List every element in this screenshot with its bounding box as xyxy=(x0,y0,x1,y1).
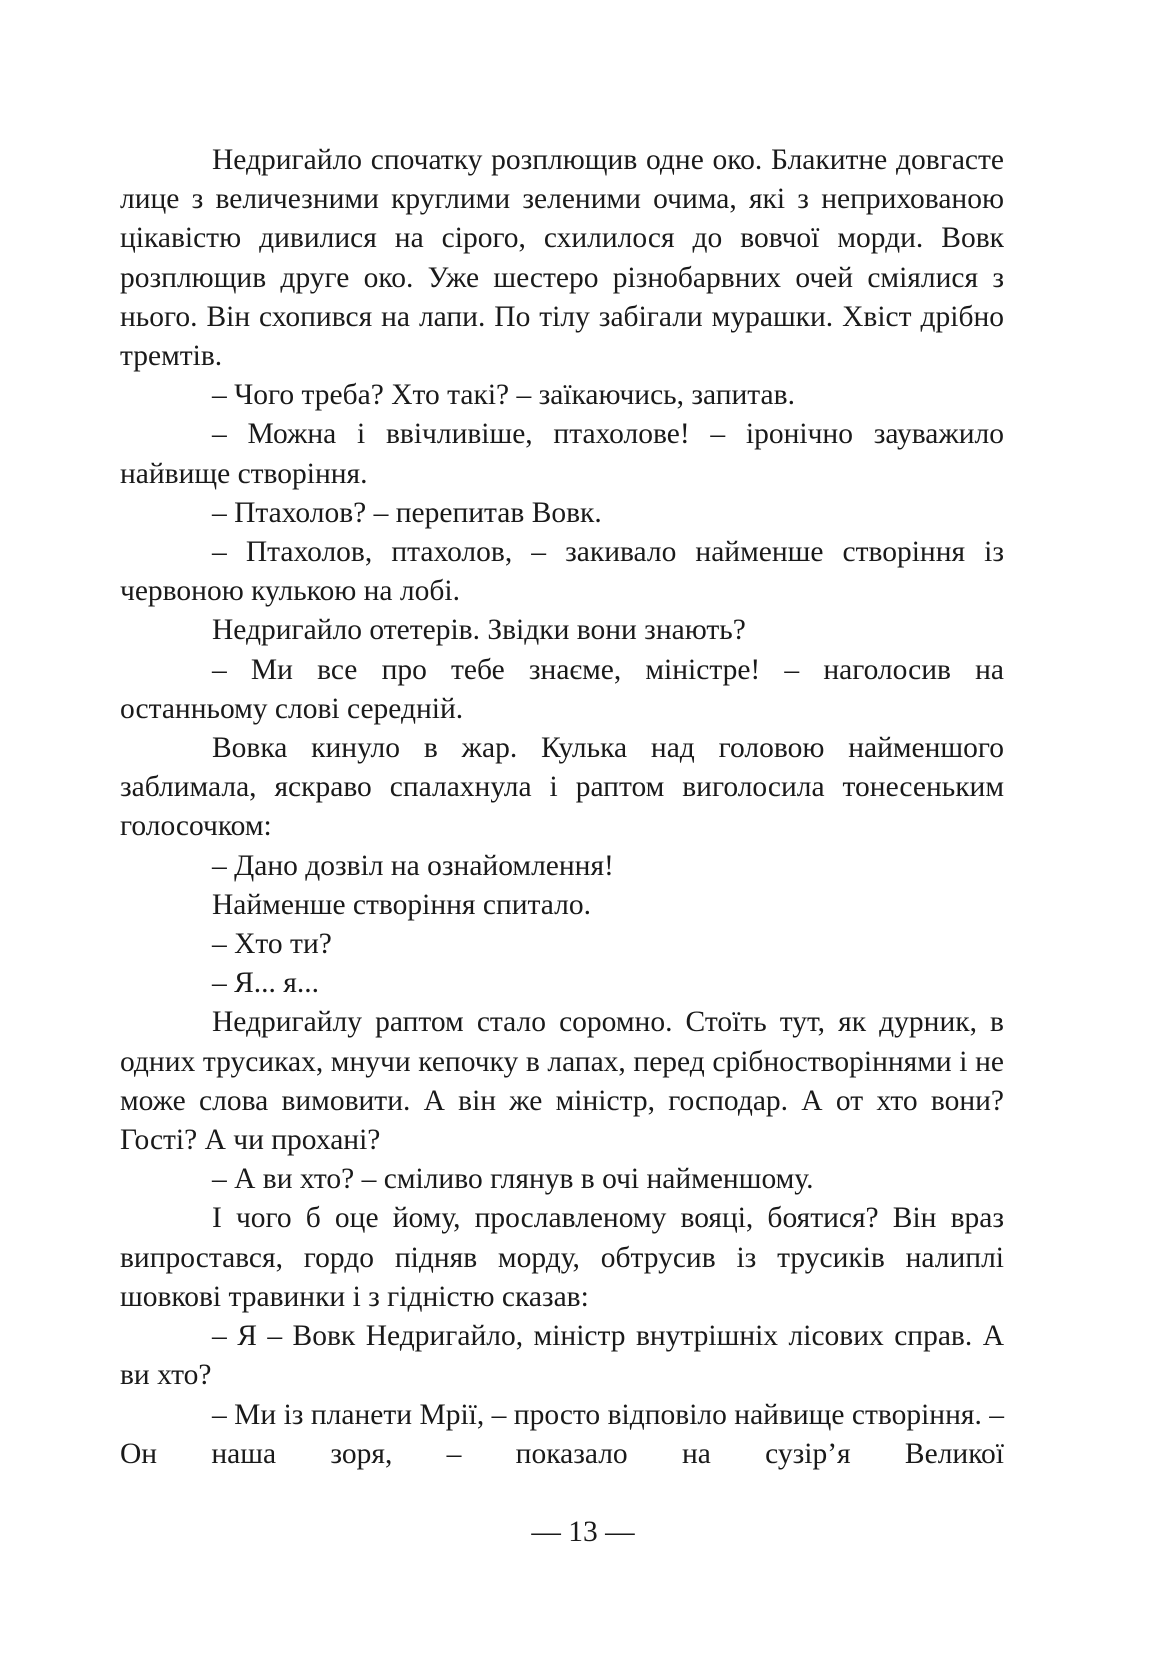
paragraph: – Я... я... xyxy=(212,967,319,1000)
paragraph: – Дано дозвіл на ознайомлення! xyxy=(212,849,614,882)
paragraph: Недригайлу раптом стало соромно. Стоїть тут, як дурник, в одних трусиках, мнучи кепочку в лапах, перед срібностворіннями і не може слова вимовити. А він же міністр, господар. А от хто вони? Гості? А чи прохані? xyxy=(120,1006,1004,1157)
paragraph: – Птахолов, птахолов, – закивало найменше створіння із червоною кулькою на лобі. xyxy=(120,536,1004,608)
paragraph: – Птахолов? – перепитав Вовк. xyxy=(212,496,602,529)
paragraph: – Я – Вовк Недригайло, міністр внутрішніх лісових справ. А ви хто? xyxy=(120,1320,1004,1392)
paragraph: Вовка кинуло в жар. Кулька над головою найменшого заблимала, яскраво спалахнула і раптом виголосила тонесеньким голосочком: xyxy=(120,732,1004,843)
paragraph: – Ми все про тебе знаєме, міністре! – наголосив на останньому слові середній. xyxy=(120,653,1004,725)
page-number: — 13 — xyxy=(531,1516,635,1548)
paragraph: – Можна і ввічливіше, птахолове! – іронічно зауважило найвище створіння. xyxy=(120,418,1004,490)
paragraph: Недригайло спочатку розплющив одне око. Блакитне довгасте лице з величезними круглими зеленими очима, які з неприхованою цікавістю дивилися на сірого, схилилося до вовчої морди. Вовк розплющив друге око. Уже шестеро різнобарвних очей сміялися з нього. Він схопився на лапи. По тілу забігали мурашки. Хвіст дрібно тремтів. xyxy=(120,144,1004,373)
paragraph: – Хто ти? xyxy=(212,928,332,961)
paragraph: – Ми із планети Мрії, – просто відповіло найвище створіння. – Он наша зоря, – показало на сузір’я Великої xyxy=(120,1398,1004,1470)
book-page-body xyxy=(120,141,1004,1474)
paragraph: Найменше створіння спитало. xyxy=(212,888,591,921)
paragraph: Недригайло отетерів. Звідки вони знають? xyxy=(212,614,746,647)
paragraph: – А ви хто? – сміливо глянув в очі найменшому. xyxy=(212,1163,814,1196)
paragraph: І чого б оце йому, прославленому вояці, боятися? Він враз випростався, гордо підняв морду, обтрусив із трусиків налиплі шовкові травинки і з гідністю сказав: xyxy=(120,1202,1004,1313)
paragraph: – Чого треба? Хто такі? – заїкаючись, запитав. xyxy=(212,379,795,412)
